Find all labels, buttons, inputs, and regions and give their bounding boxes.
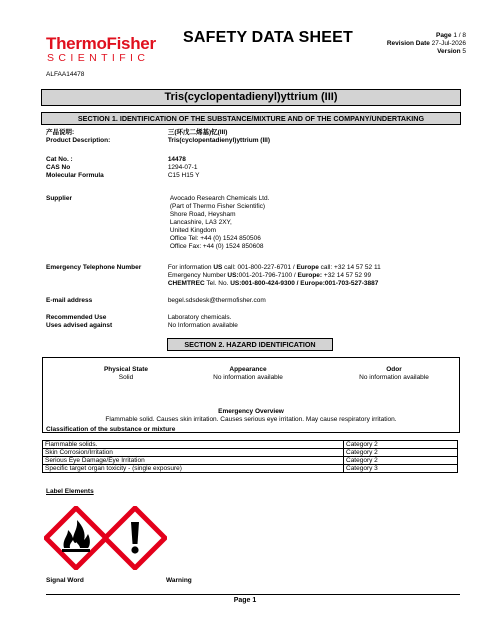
signal-word-value: Warning: [166, 577, 192, 584]
label-elements-heading: Label Elements: [46, 488, 94, 495]
overview-label: Emergency Overview: [218, 408, 284, 415]
document-title: SAFETY DATA SHEET: [183, 29, 353, 46]
category-cell: Category 2: [344, 449, 458, 457]
identifiers-block: [46, 156, 200, 180]
physical-state-value: Solid: [118, 374, 134, 381]
hazard-cell: Skin Corrosion/Irritation: [43, 449, 344, 457]
category-cell: Category 2: [344, 457, 458, 465]
appearance-value: No information available: [213, 374, 283, 381]
supplier-line: Office Fax: +44 (0) 1524 850608: [169, 243, 264, 250]
supplier-label: Supplier: [46, 195, 73, 202]
category-cell: Category 2: [344, 441, 458, 449]
emergency-text: Emergency Number: [167, 272, 228, 279]
hazard-overview-box: [42, 357, 460, 433]
supplier-block: [46, 195, 269, 251]
revision-label: Revision Date: [386, 40, 430, 47]
uses-against-value: No Information available: [167, 322, 238, 329]
page-value: 1 / 8: [453, 32, 466, 39]
supplier-line: (Part of Thermo Fisher Scientific): [169, 203, 266, 210]
emergency-text: 001-201-796-7100 /: [238, 272, 298, 279]
signal-word-label: Signal Word: [46, 577, 84, 584]
emergency-text: +32 14 57 52 99: [322, 272, 372, 279]
product-desc-label: Product Description:: [46, 137, 111, 144]
appearance-label: Appearance: [229, 366, 267, 373]
formula-label: Molecular Formula: [46, 172, 104, 179]
table-row: [43, 465, 458, 473]
emergency-region: US:: [227, 272, 239, 279]
section1-header: SECTION 1. IDENTIFICATION OF THE SUBSTANCE/MIXTURE AND OF THE COMPANY/UNDERTAKING: [41, 112, 461, 125]
emergency-region: US:: [230, 280, 242, 287]
logo-scientific: SCIENTIFIC: [47, 52, 150, 64]
category-cell: Category 3: [344, 465, 458, 473]
physical-state-label: Physical State: [103, 366, 149, 373]
cat-label: Cat No. :: [46, 156, 73, 163]
overview-text: Flammable solid. Causes skin irritation. Causes serious eye irritation. May cause respiratory irritation.: [105, 416, 397, 423]
odor-label: Odor: [386, 366, 402, 373]
table-row: [43, 441, 458, 449]
physical-state-col: [81, 366, 171, 382]
flame-pictogram-icon: [44, 506, 108, 570]
hazard-cell: Specific target organ toxicity - (single exposure): [43, 465, 344, 473]
emergency-region: Europe:: [297, 272, 323, 279]
emergency-text: For information: [167, 264, 214, 271]
product-desc-label-cn: 产品说明:: [46, 129, 75, 136]
emergency-region: Europe: [296, 264, 319, 271]
rec-use-value: Laboratory chemicals.: [167, 314, 232, 321]
emergency-text: call: +32 14 57 52 11: [318, 264, 381, 271]
emergency-text: 001-703-527-3887: [324, 280, 379, 287]
classification-table: [42, 440, 458, 473]
emergency-block: [46, 264, 381, 288]
cas-value: 1294-07-1: [167, 164, 198, 171]
version-label: Version: [437, 48, 461, 55]
emergency-overview: [43, 408, 459, 424]
odor-value: No information available: [359, 374, 429, 381]
supplier-line: Office Tel: +44 (0) 1524 850506: [169, 235, 261, 242]
section2-header: SECTION 2. HAZARD IDENTIFICATION: [167, 338, 333, 351]
product-description-row: [46, 129, 270, 145]
emergency-label: Emergency Telephone Number: [46, 264, 142, 271]
email-value[interactable]: begel.sdsdesk@thermofisher.com: [167, 297, 266, 304]
cas-label: CAS No: [46, 164, 71, 171]
version-value: 5: [462, 48, 466, 55]
supplier-line: Avocado Research Chemicals Ltd.: [169, 195, 270, 202]
emergency-text: Tel. No.: [204, 280, 231, 287]
email-row: [46, 297, 266, 305]
footer-divider: [46, 594, 460, 595]
uses-against-label: Uses advised against: [46, 322, 113, 329]
emergency-text: 001-800-424-9300 /: [241, 280, 301, 287]
emergency-text: call: 001-800-227-6701 /: [222, 264, 297, 271]
emergency-numbers: [168, 264, 381, 288]
hazard-cell: Serious Eye Damage/Eye Irritation: [43, 457, 344, 465]
emergency-region: US: [213, 264, 223, 271]
logo-thermofisher: ThermoFisher: [46, 34, 156, 53]
classification-heading: Classification of the substance or mixture: [46, 426, 176, 433]
supplier-line: Shore Road, Heysham: [169, 211, 236, 218]
exclamation-pictogram-icon: [103, 506, 167, 570]
supplier-line: United Kingdom: [169, 227, 217, 234]
revision-value: 27-Jul-2026: [431, 40, 466, 47]
supplier-address: [170, 195, 270, 251]
table-row: [43, 449, 458, 457]
table-row: [43, 457, 458, 465]
document-id: ALFAA14478: [46, 71, 85, 78]
cat-value: 14478: [167, 156, 186, 163]
header-meta: [387, 32, 466, 56]
email-label: E-mail address: [46, 297, 93, 304]
uses-block: [46, 314, 238, 330]
supplier-line: Lancashire, LA3 2XY,: [169, 219, 232, 226]
odor-col: [339, 366, 449, 382]
product-desc-value-cn: 三(环戊二烯基)钇(III): [167, 129, 228, 136]
appearance-col: [193, 366, 303, 382]
footer-page-number: Page 1: [233, 597, 257, 604]
page-label: Page: [435, 32, 452, 39]
hazard-cell: Flammable solids.: [43, 441, 344, 449]
product-desc-value: Tris(cyclopentadienyl)yttrium (III): [167, 137, 271, 144]
product-name-bar: Tris(cyclopentadienyl)yttrium (III): [41, 89, 461, 106]
formula-value: C15 H15 Y: [167, 172, 200, 179]
emergency-region: Europe:: [300, 280, 325, 287]
chemtrec-label: CHEMTREC: [167, 280, 205, 287]
rec-use-label: Recommended Use: [46, 314, 107, 321]
